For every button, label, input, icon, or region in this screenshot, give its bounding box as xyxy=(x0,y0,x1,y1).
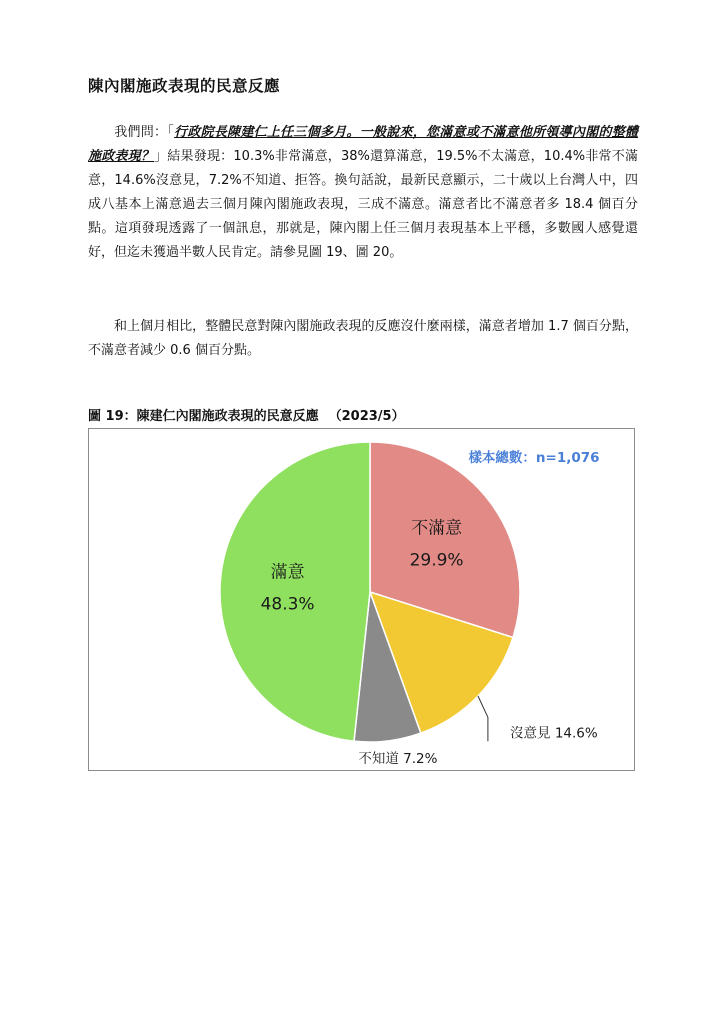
figure-caption xyxy=(88,405,405,424)
slice-label-satisfied: 滿意 xyxy=(270,562,305,583)
figure-caption-title: 圖 19：陳建仁內閣施政表現的民意反應 xyxy=(88,409,319,424)
paragraph-results-text: 」結果發現：10.3%非常滿意，38%還算滿意，19.5%不太滿意，10.4%非常不滿意，14.6%沒意見，7.2%不知道、拒答。換句話說，最新民意顯示，二十歲以上台灣人中，四成八基本上滿意過去三個月陳內閣施政表現，三成不滿意。滿意者比不滿意者多 18.4 個百分點。這項發現透露了一個訊息，那就是，陳內閣上任三個月表現基本上平穩，多數國人感覺還好，但迄未獲過半數人民肯定。請參見圖 19、圖 20。 xyxy=(88,149,638,260)
paragraph-results xyxy=(88,121,638,265)
slice-label-dissatisfied: 不滿意 xyxy=(411,518,463,539)
section-title: 陳內閣施政表現的民意反應 xyxy=(88,76,281,95)
pie-slices xyxy=(220,442,520,742)
survey-question: 行政院長陳建仁上任三個多月。一般說來，您滿意或不滿意他所領導內閣的整體施政表現？ xyxy=(88,125,638,164)
paragraph-lead: 我們問：「 xyxy=(114,125,175,140)
slice-label-no-opinion: 沒意見 14.6% xyxy=(510,725,598,742)
slice-value-dissatisfied: 29.9% xyxy=(409,550,464,571)
chart-frame xyxy=(88,428,635,771)
slice-label-dont-know: 不知道 7.2% xyxy=(358,751,438,767)
sample-size-note: 樣本總數：n=1,076 xyxy=(468,450,600,466)
slice-value-satisfied: 48.3% xyxy=(260,594,315,615)
pie-chart xyxy=(89,429,636,772)
paragraph-comparison-text: 和上個月相比，整體民意對陳內閣施政表現的反應沒什麼兩樣，滿意者增加 1.7 個百分點，不滿意者減少 0.6 個百分點。 xyxy=(88,319,638,358)
leader-line-no-opinion xyxy=(478,696,488,741)
pie-slice-satisfied xyxy=(220,442,370,741)
figure-caption-date: （2023/5） xyxy=(328,409,405,424)
paragraph-comparison xyxy=(88,315,638,363)
